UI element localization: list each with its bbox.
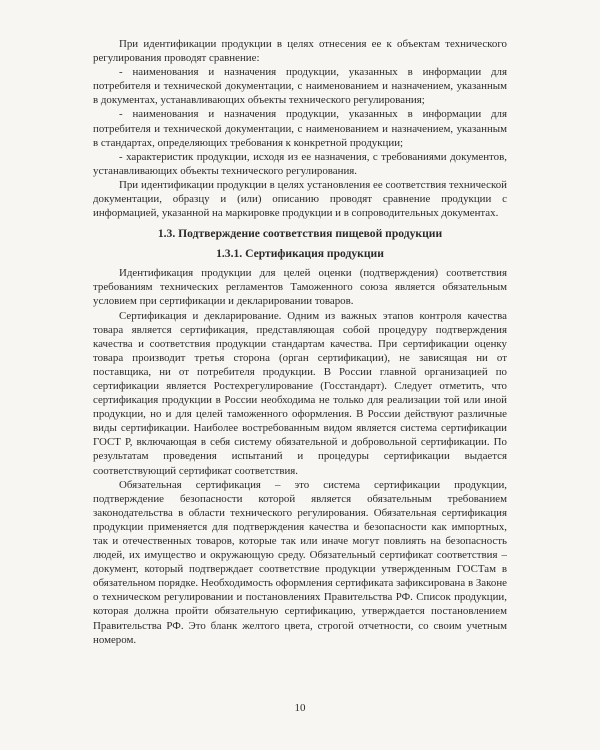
body-paragraph: Обязательная сертификация – это система сертификации продукции, подтверждение безопасности которой является обязательным требованием законодательства в области технического регулирования. Обязательная сертификация продукции применяется для подтверждения качества и безопасности как импортных, так и отечественных товаров, которые так или иначе могут повлиять на безопасность людей, их имущество и окружающую среду. Обязательный сертификат соответствия – документ, который подтверждает соответствие продукции утвержденным ГОСТам в обязательном порядке. Необходимость оформления сертификата зафиксирована в Законе о техническом регулировании и постановлениях Правительства РФ. Список продукции, которая должна пройти обязательную сертификацию, утверждается постановлением Правительства РФ. Это бланк желтого цвета, строгой отчетности, со своим учетным номером. xyxy=(93,478,507,646)
intro-list-item: - наименования и назначения продукции, указанных в информации для потребителя и технической документации, с наименованием и назначением, указанным в стандартах, определяющих требования к конкретной продукции; xyxy=(93,108,507,149)
page-number: 10 xyxy=(294,702,306,714)
body-paragraph: Сертификация и декларирование. Одним из важных этапов контроля качества товара является сертификация, представляющая собой процедуру подтверждения качества и соответствия продукции стандартам качества. При сертификации оценку товара производит третья сторона (орган сертификации), не зависящая ни от поставщика, ни от потребителя продукции. В России главной организацией по сертификации является Ростехрегулирование (Госстандарт). Следует отметить, что сертификация продукции в России необходима не только для реализации той или иной продукции, но и для целей таможенного оформления. В России действуют различные виды сертификации. Наиболее востребованным видом является система сертификации ГОСТ Р, включающая в себя систему обязательной и добровольной сертификации. По результатам проведения испытаний и процедуры сертификации выдается соответствующий сертификат соответствия. xyxy=(93,309,507,477)
intro-list-item: - характеристик продукции, исходя из ее назначения, с требованиями документов, устанавливающих объекты технического регулирования. xyxy=(93,150,507,177)
subsection-heading: 1.3.1. Сертификация продукции xyxy=(216,247,384,261)
body-paragraph: Идентификация продукции для целей оценки (подтверждения) соответствия требованиям технических регламентов Таможенного союза является обязательным условием при сертификации и декларировании товаров. xyxy=(93,267,507,308)
intro-paragraph: При идентификации продукции в целях отнесения ее к объектам технического регулирования проводят сравнение: xyxy=(93,38,507,65)
section-heading: 1.3. Подтверждение соответствия пищевой продукции xyxy=(157,227,443,241)
intro-list-item: - наименования и назначения продукции, указанных в информации для потребителя и технической документации, с наименованием и назначением, указанным в документах, устанавливающих объекты технического регулирования; xyxy=(93,66,507,107)
body-text xyxy=(93,266,507,647)
intro-paragraph: При идентификации продукции в целях установления ее соответствия технической документации, образцу и (или) описанию проводят сравнение продукции с информацией, указанной на маркировке продукции и в сопроводительных документах. xyxy=(93,178,507,220)
intro-text xyxy=(93,37,507,220)
